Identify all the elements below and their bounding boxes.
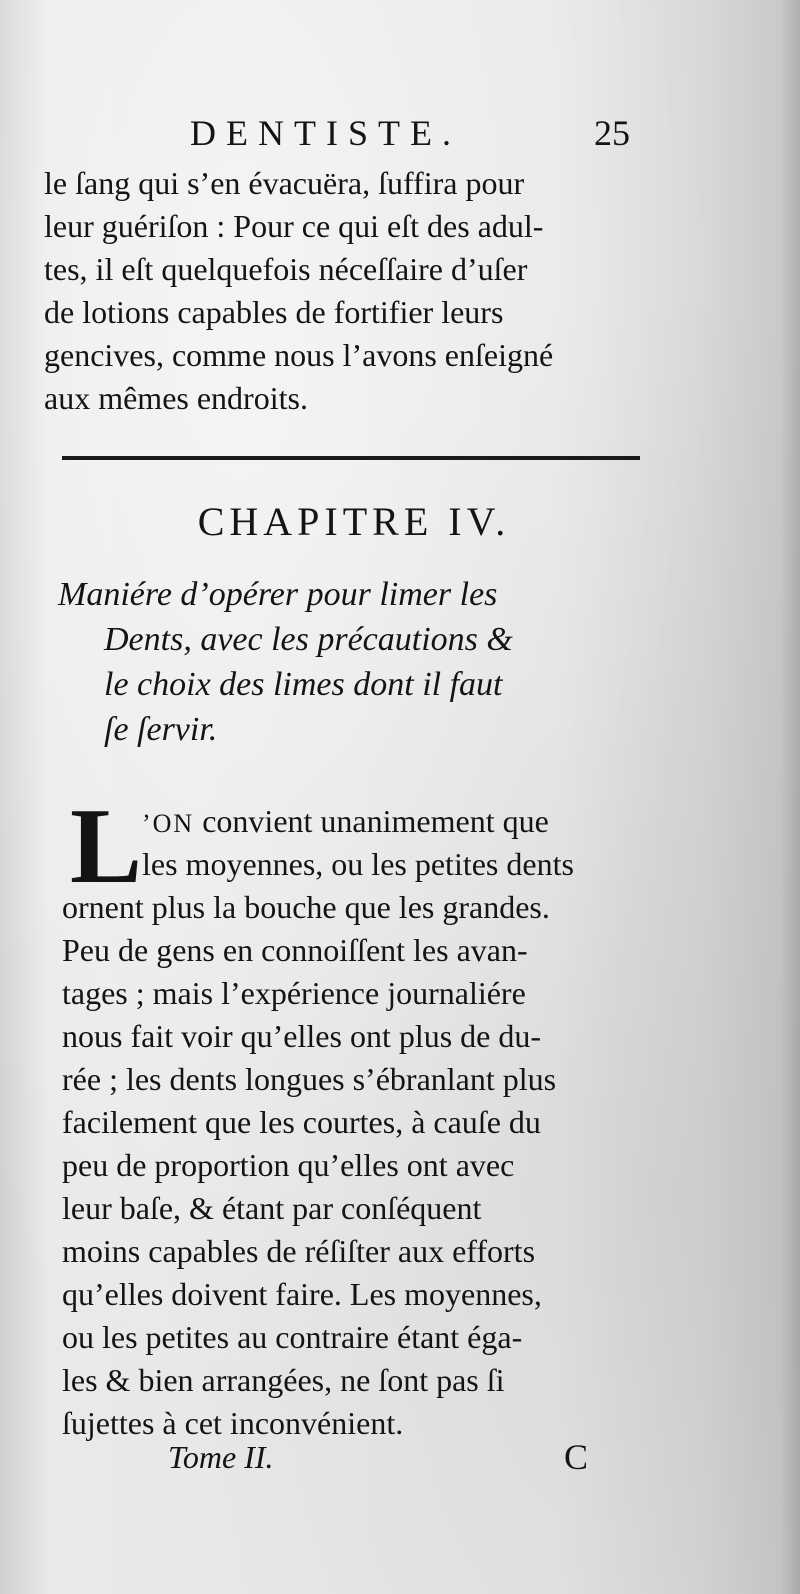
subtitle-line: le choix des limes dont il faut [104,666,503,703]
first-line-text: convient unanimement que [194,803,549,839]
small-caps-text: ’ON [142,809,195,838]
text-line: leur guériſon : Pour ce qui eſt des adul- [44,208,544,244]
page-footer [168,1432,588,1482]
running-head [160,108,630,158]
subtitle-line: Dents, avec les précautions & [104,621,513,658]
paragraph-continued [44,162,644,420]
text-line: rée ; les dents longues s’ébranlant plus [62,1061,557,1097]
text-line: aux mêmes endroits. [44,380,308,416]
running-title: DENTISTE. [190,113,461,153]
text-line: ou les petites au contraire étant éga- [62,1319,523,1355]
text-line: tes, il eſt quelquefois néceſſaire d’uſer [44,251,528,287]
text-line: moins capables de réſiſter aux efforts [62,1233,536,1269]
text-line: peu de proportion qu’elles ont avec [62,1147,515,1183]
text-line: les moyennes, ou les petites dents [142,846,574,882]
text-line: ſujettes à cet inconvénient. [62,1405,404,1441]
page-edge-shadow [780,0,800,1594]
volume-label: Tome II. [168,1439,274,1475]
section-rule [62,456,640,460]
chapter-subtitle [58,572,658,752]
text-line: facilement que les courtes, à cauſe du [62,1104,541,1140]
text-line: qu’elles doivent faire. Les moyennes, [62,1276,542,1312]
text-line: gencives, comme nous l’avons enſeigné [44,337,554,373]
drop-cap: L [70,787,143,906]
chapter-heading: CHAPITRE IV. [197,499,511,544]
text-line: de lotions capables de fortifier leurs [44,294,504,330]
text-line-first [62,800,662,843]
text-line: les & bien arrangées, ne ſont pas ſi [62,1362,505,1398]
page-number: 25 [594,113,630,153]
subtitle-line: Maniére d’opérer pour limer les [58,576,498,613]
text-line: le ſang qui s’en évacuëra, ſuffira pour [44,165,525,201]
signature-mark: C [563,1437,588,1477]
text-line: ornent plus la bouche que les grandes. [62,889,550,925]
paragraph-body [62,787,662,1445]
text-line: nous fait voir qu’elles ont plus de du- [62,1018,542,1054]
text-line: leur baſe, & étant par conſéquent [62,1190,482,1226]
subtitle-line: ſe ſervir. [104,711,218,748]
text-line: Peu de gens en connoiſſent les avan- [62,932,528,968]
text-line: tages ; mais l’expérience journaliére [62,975,526,1011]
